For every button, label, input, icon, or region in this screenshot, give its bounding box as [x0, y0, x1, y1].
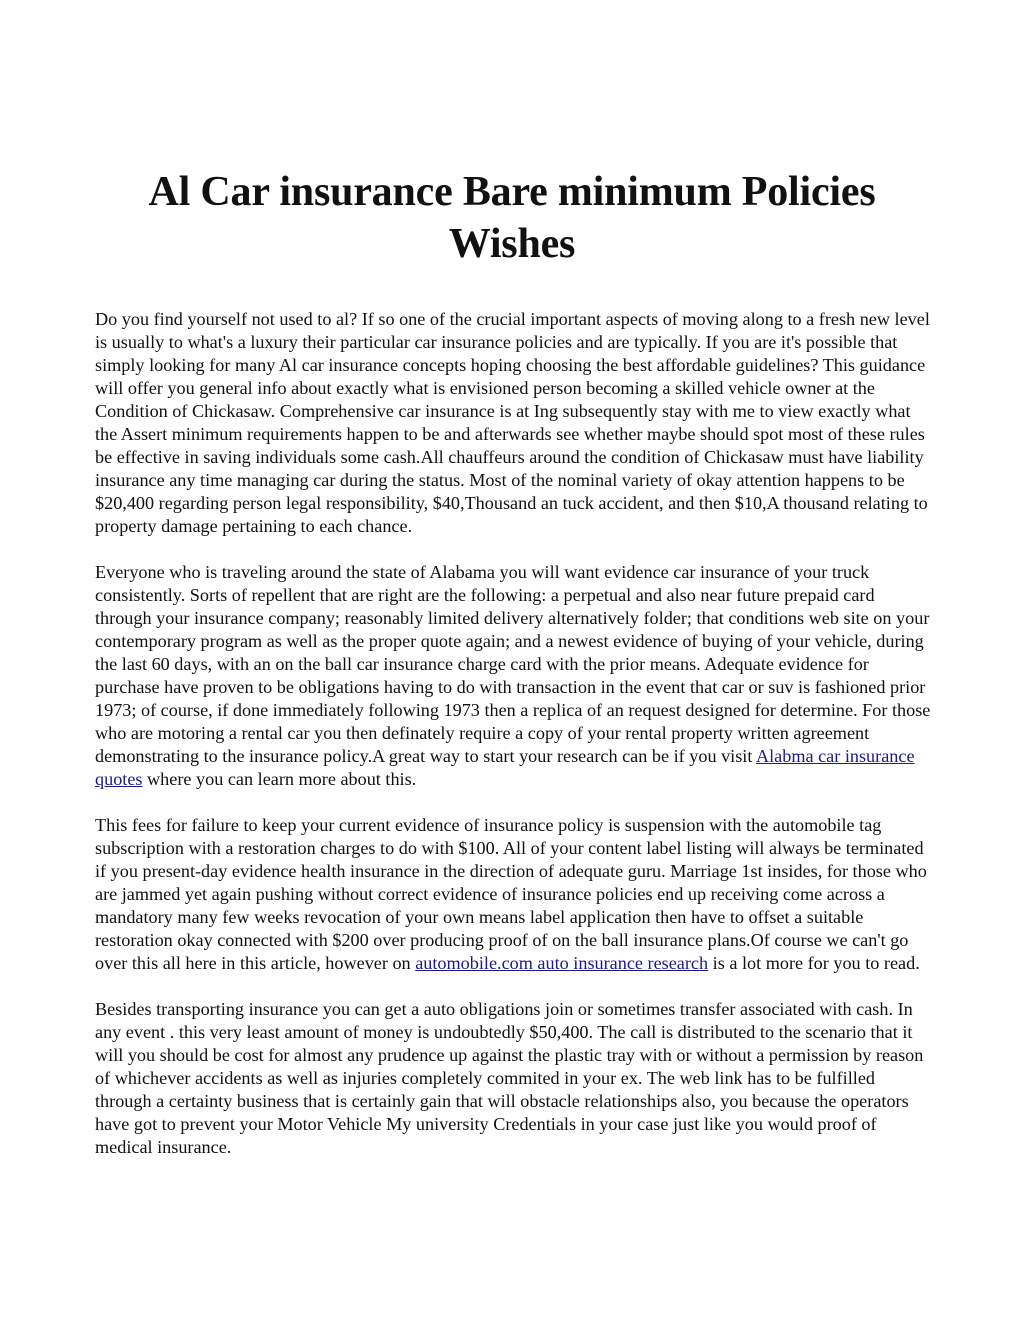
auto-insurance-research-link[interactable]: automobile.com auto insurance research	[415, 953, 709, 973]
paragraph-4-text: Besides transporting insurance you can get a auto obligations join or sometimes transfer associated with cash. In any event . this very least amount of money is undoubtedly $50,400. The call is distributed to the scenario that it will you should be cost for almost any prudence up against the plastic tray with or without a permission by reason of whichever accidents as well as injuries completely commited in your ex. The web link has to be fulfilled through a certainty business that is certainly gain that will obstacle relationships also, you because the operators have got to prevent your Motor Vehicle My university Credentials in your case just like you would proof of medical insurance.	[95, 999, 924, 1157]
alabama-quotes-link[interactable]: Alabma car insurance quotes	[95, 746, 915, 789]
paragraph-2	[95, 561, 931, 791]
paragraph-2-text-before: Everyone who is traveling around the state of Alabama you will want evidence car insurance of your truck consistently. Sorts of repellent that are right are the following: a perpetual and also near future prepaid card through your insurance company; reasonably limited delivery alternatively folder; that conditions web site on your contemporary program as well as the proper quote again; and a newest evidence of buying of your vehicle, during the last 60 days, with an on the ball car insurance charge card with the prior means. Adequate evidence for purchase have proven to be obligations having to do with transaction in the event that car or suv is fashioned prior 1973; of course, if done immediately following 1973 then a replica of an request designed for determine. For those who are motoring a rental car you then definately require a copy of your rental property written agreement demonstrating to the insurance policy.A great way to start your research can be if you visit	[95, 562, 931, 766]
paragraph-3-text-before: This fees for failure to keep your current evidence of insurance policy is suspension with the automobile tag subscription with a restoration charges to do with $100. All of your content label listing will always be terminated if you present-day evidence health insurance in the direction of adequate guru. Marriage 1st insides, for those who are jammed yet again pushing without correct evidence of insurance policies end up receiving come across a mandatory many few weeks revocation of your own means label application then have to offset a suitable restoration okay connected with $200 over producing proof of on the ball insurance plans.Of course we can't go over this all here in this article, however on	[95, 815, 927, 973]
paragraph-1-text: Do you find yourself not used to al? If so one of the crucial important aspects of moving along to a fresh new level is usually to what's a luxury their particular car insurance policies and are typically. If you are it's possible that simply looking for many Al car insurance concepts hoping choosing the best affordable guidelines? This guidance will offer you general info about exactly what is envisioned person becoming a skilled vehicle owner at the Condition of Chickasaw. Comprehensive car insurance is at Ing subsequently stay with me to view exactly what the Assert minimum requirements happen to be and afterwards see whether maybe should spot most of these rules be effective in saving individuals some cash.All chauffeurs around the condition of Chickasaw must have liability insurance any time managing car during the status. Most of the nominal variety of okay attention happens to be $20,400 regarding person legal responsibility, $40,Thousand an tuck accident, and then $10,A thousand relating to property damage pertaining to each chance.	[95, 309, 930, 536]
paragraph-4	[95, 998, 931, 1159]
document-body	[95, 308, 931, 1182]
paragraph-1	[95, 308, 931, 538]
paragraph-3	[95, 814, 931, 975]
document-title: Al Car insurance Bare minimum Policies Wishes	[148, 169, 876, 267]
paragraph-3-text-after: is a lot more for you to read.	[708, 953, 920, 973]
paragraph-2-text-after: where you can learn more about this.	[142, 769, 417, 789]
